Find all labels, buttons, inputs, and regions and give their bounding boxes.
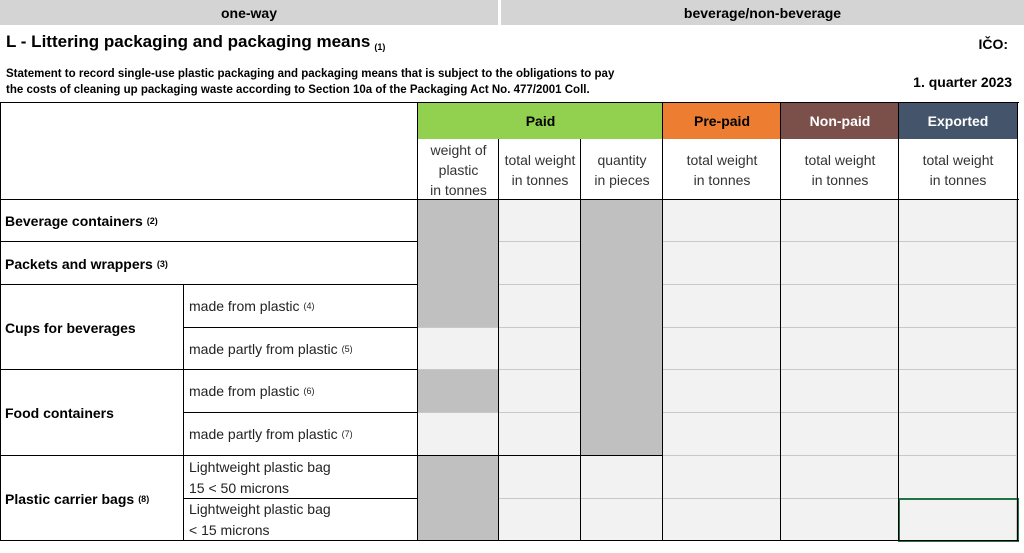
table-border	[662, 102, 663, 541]
column-non-paid: Non-paid	[781, 103, 899, 139]
cups-made-partly-from-plastic: made partly from plastic (5)	[183, 328, 418, 370]
table-border-top	[0, 102, 1019, 103]
input-cell[interactable]	[663, 328, 781, 370]
food-made-from-plastic: made from plastic (6)	[183, 370, 418, 413]
table-border-left	[0, 102, 1, 541]
input-cell[interactable]	[781, 413, 899, 456]
period-label: 1. quarter 2023	[913, 74, 1012, 90]
table-border	[0, 199, 1019, 200]
row-cups-for-beverages: Cups for beverages	[0, 285, 183, 370]
column-exported: Exported	[899, 103, 1017, 139]
input-cell[interactable]	[499, 328, 581, 370]
table-border	[183, 498, 418, 499]
input-cell[interactable]	[663, 370, 781, 413]
table-border	[183, 412, 418, 413]
input-cell[interactable]	[663, 242, 781, 285]
input-cell[interactable]	[499, 242, 581, 285]
input-cell[interactable]	[663, 413, 781, 456]
input-cell[interactable]	[418, 328, 499, 370]
table-border	[580, 139, 581, 541]
input-cell[interactable]	[899, 370, 1017, 413]
cups-made-from-plastic: made from plastic (4)	[183, 285, 418, 328]
bags-lightweight-under-15: Lightweight plastic bag < 15 microns	[183, 499, 418, 541]
input-cell	[418, 200, 499, 328]
input-cell[interactable]	[499, 499, 581, 541]
input-cell[interactable]	[781, 328, 899, 370]
input-cell[interactable]	[663, 499, 781, 541]
input-cell[interactable]	[899, 242, 1017, 285]
input-cell[interactable]	[781, 499, 899, 541]
ico-label: IČO:	[978, 36, 1008, 52]
selected-cell-highlight	[898, 498, 1019, 542]
food-made-partly-from-plastic: made partly from plastic (7)	[183, 413, 418, 456]
input-cell	[418, 456, 499, 541]
input-cell	[581, 200, 663, 456]
table-border-right	[1017, 102, 1018, 541]
input-cell[interactable]	[499, 285, 581, 328]
table-border-bottom	[0, 540, 1019, 541]
input-cell[interactable]	[581, 456, 663, 499]
table-border	[417, 102, 418, 541]
row-packets-wrappers: Packets and wrappers (3)	[0, 242, 418, 285]
input-cell[interactable]	[781, 242, 899, 285]
input-cell[interactable]	[499, 370, 581, 413]
table-border	[498, 139, 499, 541]
table-border	[183, 327, 418, 328]
input-cell[interactable]	[899, 200, 1017, 242]
table-border	[780, 102, 781, 541]
input-cell[interactable]	[781, 285, 899, 328]
input-cell[interactable]	[781, 370, 899, 413]
input-cell[interactable]	[499, 456, 581, 499]
statement-text: Statement to record single-use plastic packaging and packaging means that is subject to the obligations to pay the costs of cleaning up packaging waste according to Section 10a of the Packaging Act No. 477/2001 Coll.	[6, 68, 615, 96]
input-cell[interactable]	[899, 456, 1017, 499]
subheader-prepaid-total-weight: total weight in tonnes	[663, 139, 781, 200]
table-border	[0, 369, 418, 370]
input-cell[interactable]	[781, 456, 899, 499]
row-plastic-carrier-bags: Plastic carrier bags (8)	[0, 456, 183, 541]
form-title: L - Littering packaging and packaging means $_{(1)}$	[6, 32, 386, 52]
tab-beverage-non-beverage[interactable]: beverage/non-beverage	[501, 0, 1024, 25]
input-cell[interactable]	[418, 413, 499, 456]
input-cell[interactable]	[663, 200, 781, 242]
tab-one-way[interactable]: one-way	[0, 0, 498, 25]
subheader-nonpaid-total-weight: total weight in tonnes	[781, 139, 899, 200]
row-beverage-containers: Beverage containers (2)	[0, 200, 418, 242]
subheader-weight-of-plastic: weight of plastic in tonnes	[418, 139, 499, 200]
input-cell[interactable]	[499, 413, 581, 456]
table-border	[0, 241, 418, 242]
column-pre-paid: Pre-paid	[663, 103, 781, 139]
input-cell[interactable]	[899, 413, 1017, 456]
input-cell[interactable]	[499, 200, 581, 242]
bags-lightweight-15-50: Lightweight plastic bag 15 < 50 microns	[183, 456, 418, 499]
input-cell[interactable]	[899, 285, 1017, 328]
input-cell[interactable]	[781, 200, 899, 242]
subheader-total-weight: total weight in tonnes	[499, 139, 581, 200]
input-cell[interactable]	[581, 499, 663, 541]
subheader-exported-total-weight: total weight in tonnes	[899, 139, 1017, 200]
input-cell	[418, 370, 499, 413]
column-paid: Paid	[418, 103, 663, 139]
input-cell[interactable]	[663, 285, 781, 328]
input-cell[interactable]	[663, 456, 781, 499]
table-border	[0, 284, 418, 285]
subheader-quantity: quantity in pieces	[581, 139, 663, 200]
table-border	[0, 455, 663, 456]
table-border	[898, 102, 899, 541]
table-border	[183, 285, 184, 541]
input-cell[interactable]	[899, 328, 1017, 370]
row-food-containers: Food containers	[0, 370, 183, 456]
